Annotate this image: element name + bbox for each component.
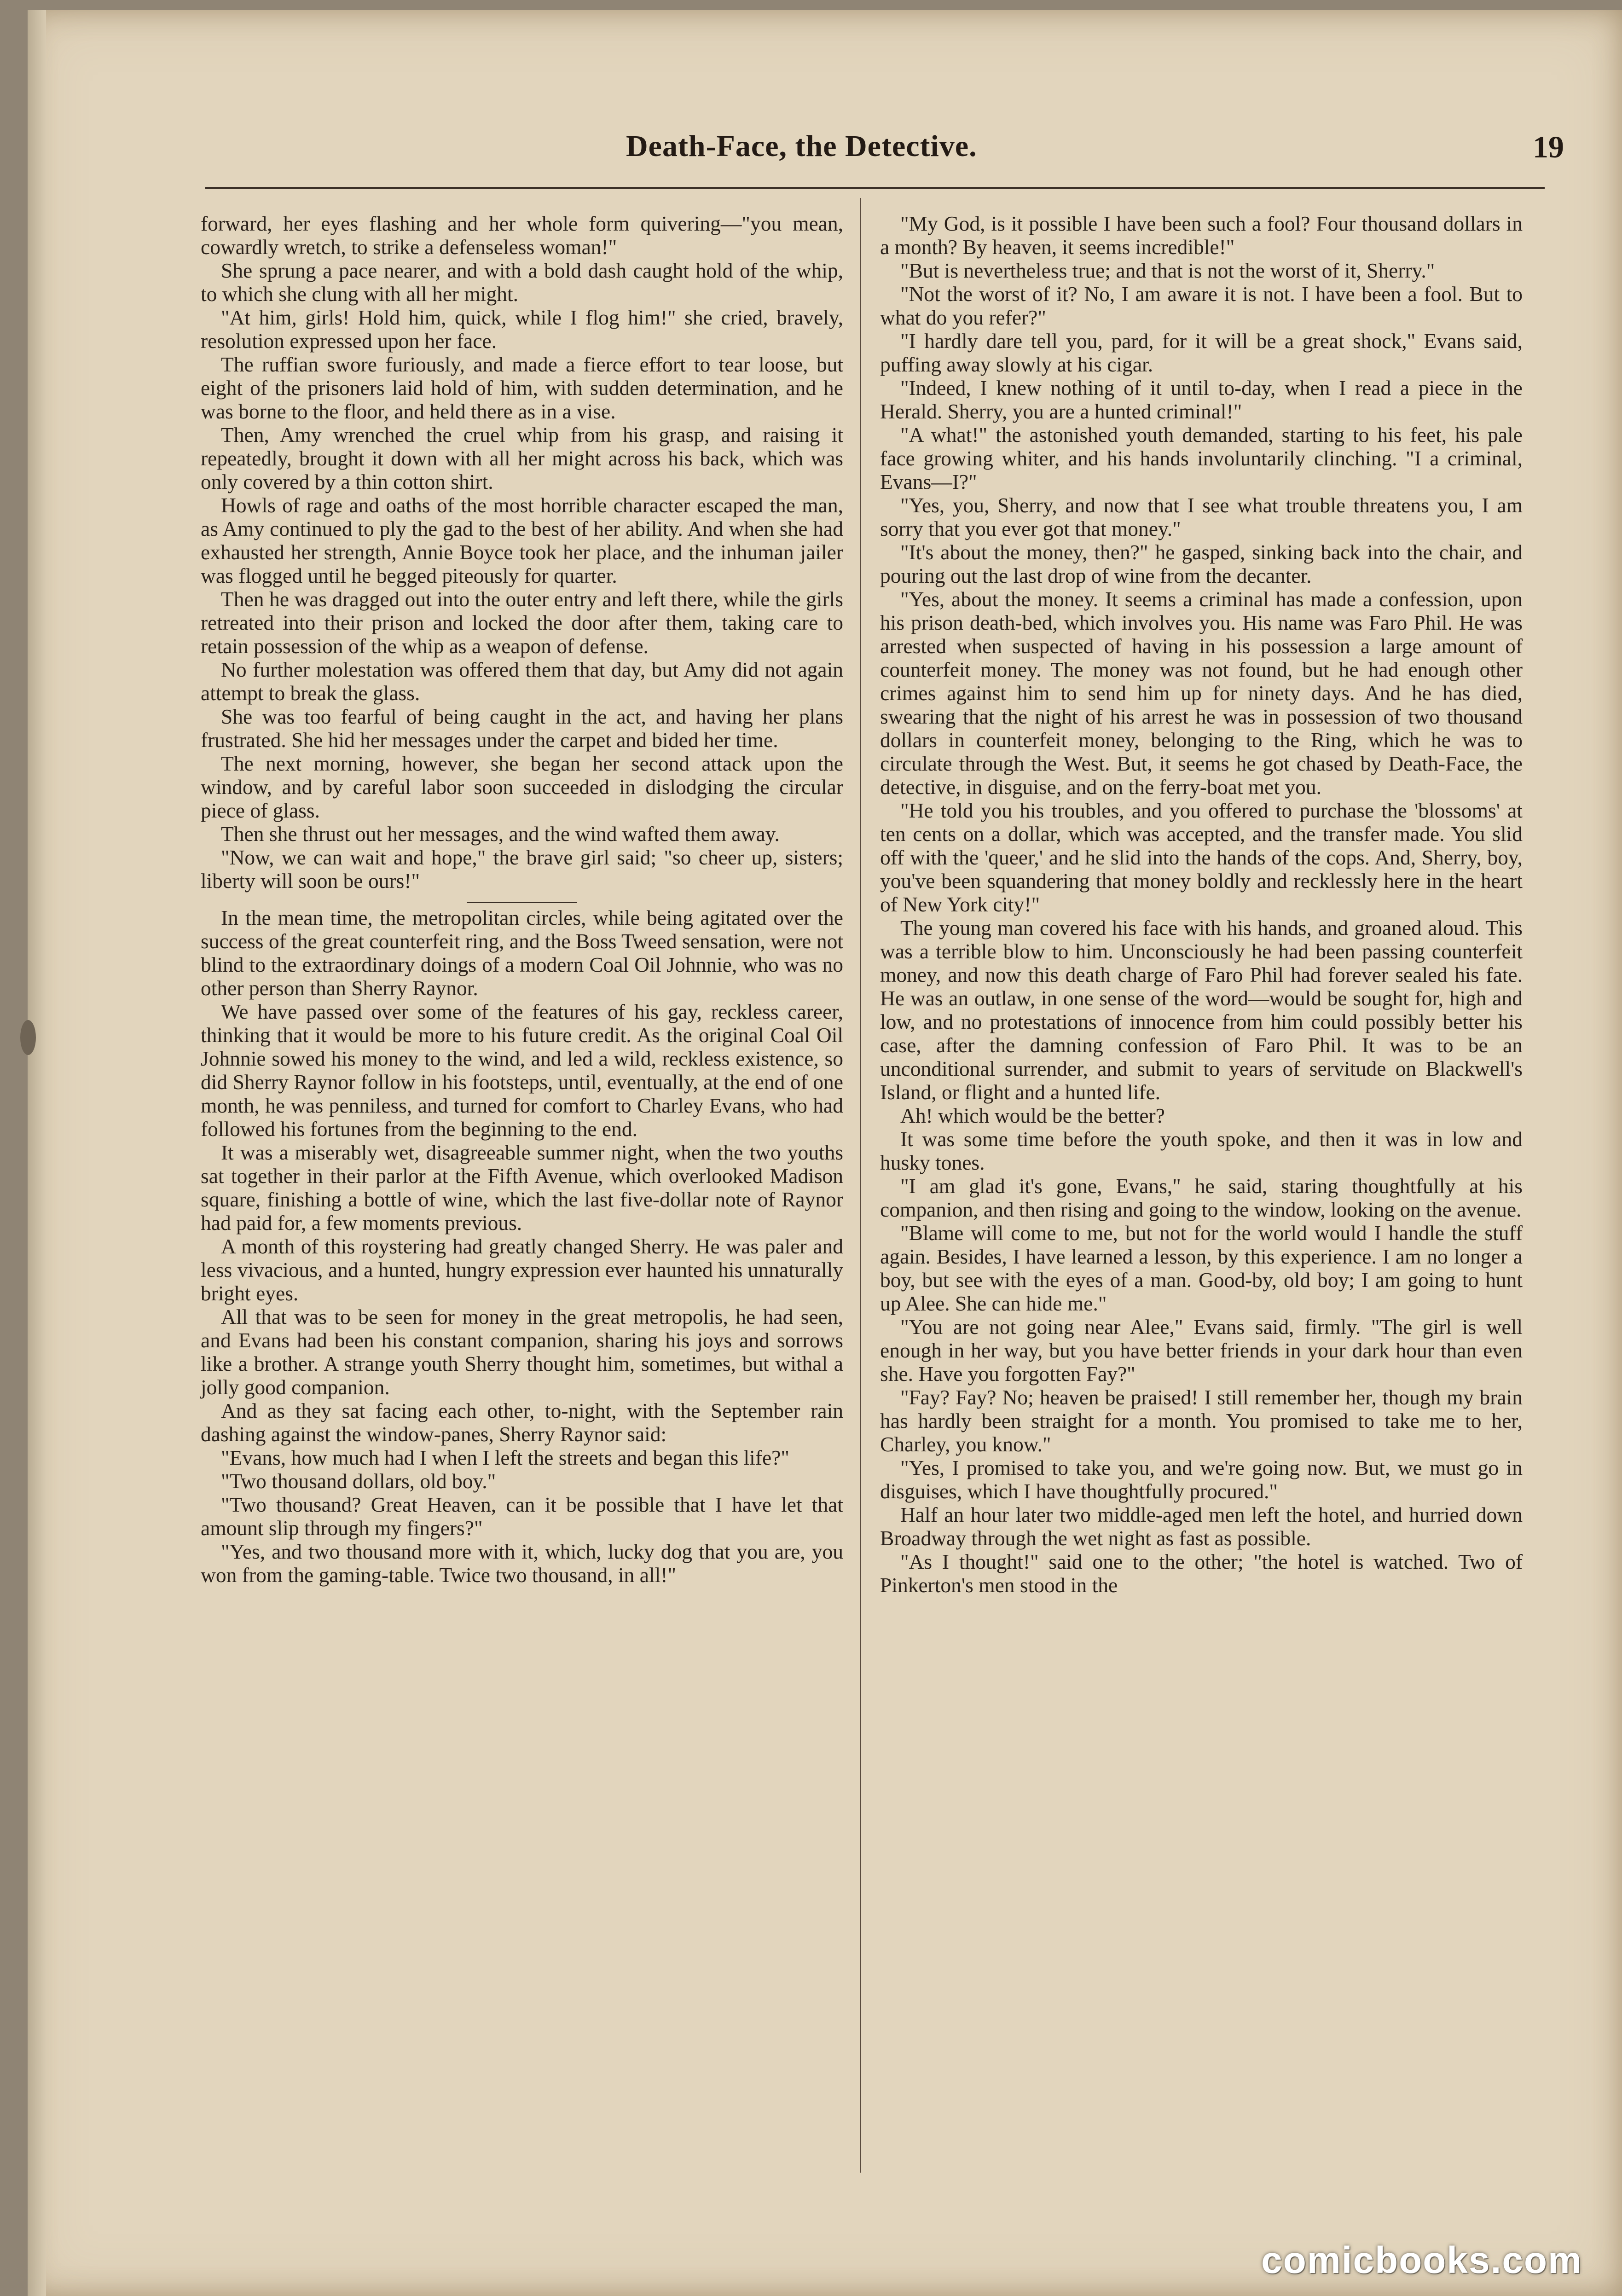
page-number: 19 <box>1533 129 1564 164</box>
paragraph: She was too fearful of being caught in the act, and having her plans frustrated. She hid her messages under the carpet and bided her time. <box>201 705 843 752</box>
paragraph: "Yes, you, Sherry, and now that I see what trouble threatens you, I am sorry that you ever got that money." <box>880 493 1523 540</box>
paragraph: "A what!" the astonished youth demanded, starting to his feet, his pale face growing whiter, and his hands involuntarily clinching. "I a criminal, Evans—I?" <box>880 423 1523 493</box>
left-text-column <box>201 212 843 1587</box>
site-watermark: comicbooks.com <box>1261 2239 1582 2281</box>
right-text-column <box>880 212 1523 1597</box>
page-binding-edge <box>28 10 46 2296</box>
paragraph: "You are not going near Alee," Evans said, firmly. "The girl is well enough in her way, but you have better friends in your dark hour than even she. Have you forgotten Fay?" <box>880 1315 1523 1386</box>
paragraph: "Indeed, I knew nothing of it until to-day, when I read a piece in the Herald. Sherry, you are a hunted criminal!" <box>880 376 1523 423</box>
paragraph: Half an hour later two middle-aged men left the hotel, and hurried down Broadway through the wet night as fast as possible. <box>880 1503 1523 1550</box>
paragraph: All that was to be seen for money in the great metropolis, he had seen, and Evans had been his constant companion, sharing his joys and sorrows like a brother. A strange youth Sherry thought him, sometimes, but withal a jolly good companion. <box>201 1305 843 1399</box>
header-rule <box>205 187 1545 189</box>
page-tear-mark <box>20 1020 36 1055</box>
paragraph: "Two thousand? Great Heaven, can it be possible that I have let that amount slip through my fingers?" <box>201 1493 843 1540</box>
paragraph: "Evans, how much had I when I left the streets and began this life?" <box>221 1446 789 1469</box>
paragraph: "But is nevertheless true; and that is not the worst of it, Sherry." <box>900 259 1435 282</box>
paragraph: Then she thrust out her messages, and the wind wafted them away. <box>221 822 780 846</box>
paragraph: The ruffian swore furiously, and made a fierce effort to tear loose, but eight of the prisoners laid hold of him, with sudden determination, and he was borne to the floor, and held there as in a vise. <box>201 353 843 423</box>
paragraph: "My God, is it possible I have been such a fool? Four thousand dollars in a month? By heaven, it seems incredible!" <box>880 212 1523 259</box>
paragraph: "Yes, and two thousand more with it, which, lucky dog that you are, you won from the gaming-table. Twice two thousand, in all!" <box>201 1540 843 1587</box>
column-divider <box>860 198 861 2173</box>
paragraph: She sprung a pace nearer, and with a bold dash caught hold of the whip, to which she clung with all her might. <box>201 259 843 306</box>
paragraph: "Blame will come to me, but not for the world would I handle the stuff again. Besides, I have learned a lesson, by this experience. I am no longer a boy, but see with the eyes of a man. Good-by, old boy; I am going to hunt up Alee. She can hide me." <box>880 1221 1523 1315</box>
paragraph: "Yes, I promised to take you, and we're going now. But, we must go in disguises, which I have thoughtfully procured." <box>880 1456 1523 1503</box>
running-title: Death-Face, the Detective. <box>626 129 977 163</box>
paragraph: The next morning, however, she began her second attack upon the window, and by careful labor soon succeeded in dislodging the circular piece of glass. <box>201 752 843 822</box>
paragraph: "I am glad it's gone, Evans," he said, staring thoughtfully at his companion, and then rising and going to the window, looking on the avenue. <box>880 1174 1523 1221</box>
paragraph: We have passed over some of the features of his gay, reckless career, thinking that it would be more to his future credit. As the original Coal Oil Johnnie sowed his money to the wind, and led a wild, reckless existence, so did Sherry Raynor follow in his footsteps, until, eventually, at the end of one month, he was penniless, and turned for comfort to Charley Evans, who had followed his fortunes from the beginning to the end. <box>201 1000 843 1141</box>
section-divider <box>467 902 577 903</box>
paragraph: "He told you his troubles, and you offered to purchase the 'blossoms' at ten cents on a dollar, which was accepted, and the transfer made. You slid off with the 'queer,' and he slid into the hands of the cops. And, Sherry, boy, you've been squandering that money boldly and recklessly here in the heart of New York city!" <box>880 799 1523 916</box>
paragraph: "As I thought!" said one to the other; "the hotel is watched. Two of Pinkerton's men stood in the <box>880 1550 1523 1597</box>
paragraph: "At him, girls! Hold him, quick, while I flog him!" she cried, bravely, resolution expressed upon her face. <box>201 306 843 353</box>
paragraph: "Now, we can wait and hope," the brave girl said; "so cheer up, sisters; liberty will soon be ours!" <box>201 846 843 893</box>
paragraph: "Yes, about the money. It seems a criminal has made a confession, upon his prison death-bed, which involves you. His name was Faro Phil. He was arrested when suspected of having in his possession a large amount of counterfeit money. The money was not found, but he had enough other crimes against him to send him up for ninety days. And he has died, swearing that the night of his arrest he was in possession of two thousand dollars in counterfeit money, belonging to the Ring, which he was to circulate through the West. But, it seems he got chased by Death-Face, the detective, in disguise, and on the ferry-boat met you. <box>880 587 1523 799</box>
paragraph: The young man covered his face with his hands, and groaned aloud. This was a terrible blow to him. Unconsciously he had been passing counterfeit money, and now this death charge of Faro Phil had forever sealed his fate. He was an outlaw, in one sense of the word—would be sought for, high and low, and no protestations of innocence from him could possibly better his case, after the damning confession of Faro Phil. It was to be an unconditional surrender, and submit to years of servitude on Blackwell's Island, or flight and a hunted life. <box>880 916 1523 1104</box>
magazine-page <box>28 10 1622 2296</box>
paragraph: Ah! which would be the better? <box>900 1104 1165 1127</box>
paragraph: It was some time before the youth spoke, and then it was in low and husky tones. <box>880 1127 1523 1174</box>
paragraph: Howls of rage and oaths of the most horrible character escaped the man, as Amy continued to ply the gad to the best of her ability. And when she had exhausted her strength, Annie Boyce took her place, and the inhuman jailer was flogged until he begged piteously for quarter. <box>201 493 843 587</box>
paragraph: "It's about the money, then?" he gasped, sinking back into the chair, and pouring out the last drop of wine from the decanter. <box>880 540 1523 587</box>
paragraph: Then he was dragged out into the outer entry and left there, while the girls retreated into their prison and locked the door after them, taking care to retain possession of the whip as a weapon of defense. <box>201 587 843 658</box>
paragraph: It was a miserably wet, disagreeable summer night, when the two youths sat together in their parlor at the Fifth Avenue, which overlooked Madison square, finishing a bottle of wine, which the last five-dollar note of Raynor had paid for, a few moments previous. <box>201 1141 843 1235</box>
paragraph: No further molestation was offered them that day, but Amy did not again attempt to break the glass. <box>201 658 843 705</box>
paragraph: A month of this roystering had greatly changed Sherry. He was paler and less vivacious, and a hunted, hungry expression ever haunted his unnaturally bright eyes. <box>201 1235 843 1305</box>
paragraph: "Fay? Fay? No; heaven be praised! I still remember her, though my brain has hardly been straight for a month. You promised to take me to her, Charley, you know." <box>880 1386 1523 1456</box>
paragraph: In the mean time, the metropolitan circles, while being agitated over the success of the great counterfeit ring, and the Boss Tweed sensation, were not blind to the extraordinary doings of a modern Coal Oil Johnnie, who was no other person than Sherry Raynor. <box>201 906 843 1000</box>
paragraph: forward, her eyes flashing and her whole form quivering—"you mean, cowardly wretch, to strike a defenseless woman!" <box>201 212 843 259</box>
paragraph: "Not the worst of it? No, I am aware it is not. I have been a fool. But to what do you refer?" <box>880 282 1523 329</box>
paragraph: "Two thousand dollars, old boy." <box>221 1469 496 1493</box>
paragraph: And as they sat facing each other, to-night, with the September rain dashing against the window-panes, Sherry Raynor said: <box>201 1399 843 1446</box>
paragraph: Then, Amy wrenched the cruel whip from his grasp, and raising it repeatedly, brought it down with all her might across his back, which was only covered by a thin cotton shirt. <box>201 423 843 493</box>
paragraph: "I hardly dare tell you, pard, for it will be a great shock," Evans said, puffing away slowly at his cigar. <box>880 329 1523 376</box>
